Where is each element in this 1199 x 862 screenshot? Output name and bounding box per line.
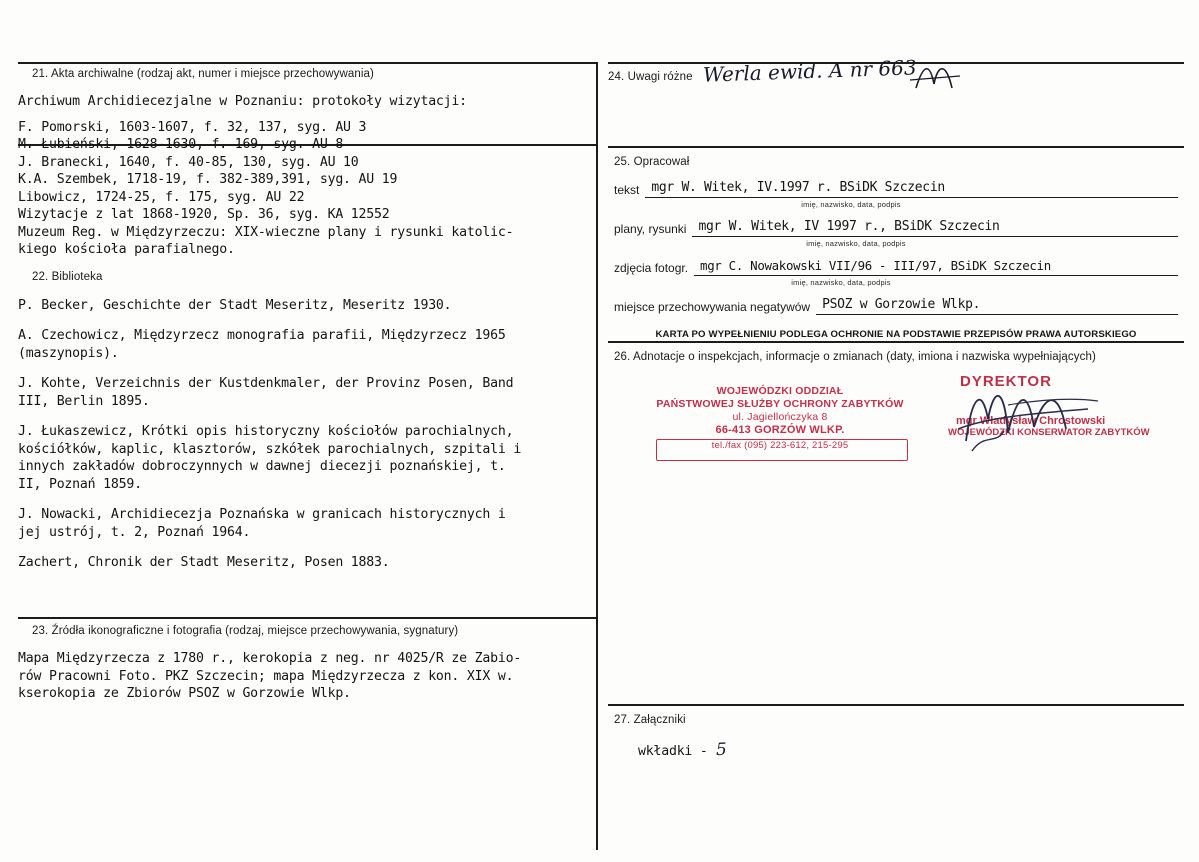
spacer [18,111,596,119]
section-21-line: J. Branecki, 1640, f. 40-85, 130, syg. AU 10 [18,154,359,170]
bibliography-line: (maszynopis). [18,345,119,361]
bibliography-entry [18,423,596,493]
section-21-line: K.A. Szembek, 1718-19, f. 382-389,391, syg. AU 19 [18,172,398,187]
stamp-line-3: ul. Jagiellończyka 8 [732,411,828,423]
bibliography-line: II, Poznań 1859. [18,476,142,492]
section-26 [608,343,1184,703]
field-subcaption: imię, nazwisko, data, podpis [791,278,891,287]
section-22-label: 22. Biblioteka [32,270,103,283]
section-23-line: Mapa Międzyrzecza z 1780 r., kerokopia z neg. nr 4025/R ze Zabio- [18,651,522,666]
section-25-label: 25. Opracował [614,156,690,168]
section-21-line: Wizytacje z lat 1868-1920, Sp. 36, syg. KA 12552 [18,207,390,222]
field-caption: tekst [614,183,640,197]
field-caption: miejsce przechowywania negatywów [614,300,811,314]
section-21-line: kiego kościoła parafialnego. [18,242,235,257]
section-24-handwritten-note: Werla ewid. A nr 663 [702,55,917,87]
bibliography-line: innych zakładów dobroczynnych w dawnej diecezji poznańskiej, t. [18,459,506,474]
bibliography-entry [18,297,596,315]
bibliography-line: A. Czechowicz, Międzyrzecz monografia parafii, Międzyrzecz 1965 [18,328,506,343]
section-25-row [614,297,1178,315]
section-25-row [614,258,1178,287]
bibliography-line: J. Kohte, Verzeichnis der Kustdenkmaler, der Provinz Posen, Band [18,376,514,391]
section-22 [18,271,596,572]
section-25-row [614,180,1178,209]
section-25 [608,148,1184,340]
section-26-label: 26. Adnotacje o inspekcjach, informacje o zmianach (daty, imiona i nazwiska wypełniających) [614,351,1096,363]
director-stamp-name: mgr Władysław Chrostowski [956,415,1106,427]
copyright-notice: KARTA PO WYPEŁNIENIU PODLEGA OCHRONIE NA PODSTAWIE PRZEPISÓW PRAWA AUTORSKIEGO [655,329,1137,340]
bibliography-line: P. Becker, Geschichte der Stadt Meseritz, Meseritz 1930. [18,297,452,313]
section-21-label: 21. Akta archiwalne (rodzaj akt, numer i miejsce przechowywania) [32,68,374,80]
section-21-line: M. Łubieński, 1628-1630, f. 169, syg. AU 8 [18,137,344,152]
section-21-line: F. Pomorski, 1603-1607, f. 32, 137, syg. AU 3 [18,119,367,135]
attachments-count: 5 [715,739,727,761]
miejsce-negatywow-field[interactable]: PSOZ w Gorzowie Wlkp. [816,297,1178,315]
left-column [18,62,596,585]
field-caption: zdjęcia fotogr. [614,261,689,275]
field-subcaption: imię, nazwisko, data, podpis [806,239,906,248]
zdjecia-fotogr-field[interactable]: mgr C. Nowakowski VII/96 - III/97, BSiDK Szczecin [694,258,1178,276]
bibliography-line: Zachert, Chronik der Stadt Meseritz, Posen 1883. [18,555,390,570]
bibliography-entry [18,327,596,362]
section-24-label: 24. Uwagi różne [608,71,693,83]
section-23-label: 23. Źródła ikonograficzne i fotografia (rodzaj, miejsce przechowywania, sygnatury) [32,625,459,637]
bibliography-entry [18,506,596,541]
bibliography-line: J. Łukaszewicz, Krótki opis historyczny kościołów parochialnych, [18,424,514,439]
director-stamp-title: DYREKTOR [960,373,1052,390]
section-23-line: kserokopia ze Zbiorów PSOZ w Gorzowie Wlkp. [18,686,351,701]
plany-rysunki-field[interactable]: mgr W. Witek, IV 1997 r., BSiDK Szczecin [692,219,1178,237]
bibliography-line: III, Berlin 1895. [18,393,150,409]
stamp-line-4: 66-413 GORZÓW WLKP. [715,424,845,436]
section-23-line: rów Pracowni Foto. PKZ Szczecin; mapa Międzyrzecza z kon. XIX w. [18,668,514,684]
bibliography-entry [18,375,596,410]
field-caption: plany, rysunki [614,222,687,236]
rule-vertical-center [596,62,598,850]
stamp-line-1: WOJEWÓDZKI ODDZIAŁ [716,385,844,397]
section-21-line: Muzeum Reg. w Międzyrzeczu: XIX-wieczne plany i rysunki katolic- [18,224,514,240]
bibliography-line: jej ustrój, t. 2, Poznań 1964. [18,524,251,540]
section-24 [608,55,1184,87]
section-23 [18,619,596,703]
stamp-line-2: PAŃSTWOWEJ SŁUŻBY OCHRONY ZABYTKÓW [656,398,904,410]
section-27 [608,706,1184,761]
stamp-box-outline [656,439,908,461]
section-21-line: Archiwum Archidiecezjalne w Poznaniu: protokoły wizytacji: [18,94,467,109]
section-27-label: 27. Załączniki [614,714,686,726]
section-21 [18,62,596,259]
bibliography-entry [18,554,596,572]
bibliography-line: J. Nowacki, Archidiecezja Poznańska w granicach historycznych i [18,507,506,522]
section-25-row [614,219,1178,248]
stamp-line-5: tel./fax (095) 223-612, 215-295 [711,440,849,451]
bibliography-line: kościółków, kaplic, klasztorów, szkółek parochialnych, szpitali i [18,441,522,457]
director-stamp-role: WOJEWÓDZKI KONSERWATOR ZABYTKÓW [948,427,1150,438]
tekst-field[interactable]: mgr W. Witek, IV.1997 r. BSiDK Szczecin [645,180,1178,198]
field-subcaption: imię, nazwisko, data, podpis [801,200,901,209]
attachments-value: wkładki - [638,744,708,759]
section-21-line: Libowicz, 1724-25, f. 175, syg. AU 22 [18,189,305,205]
